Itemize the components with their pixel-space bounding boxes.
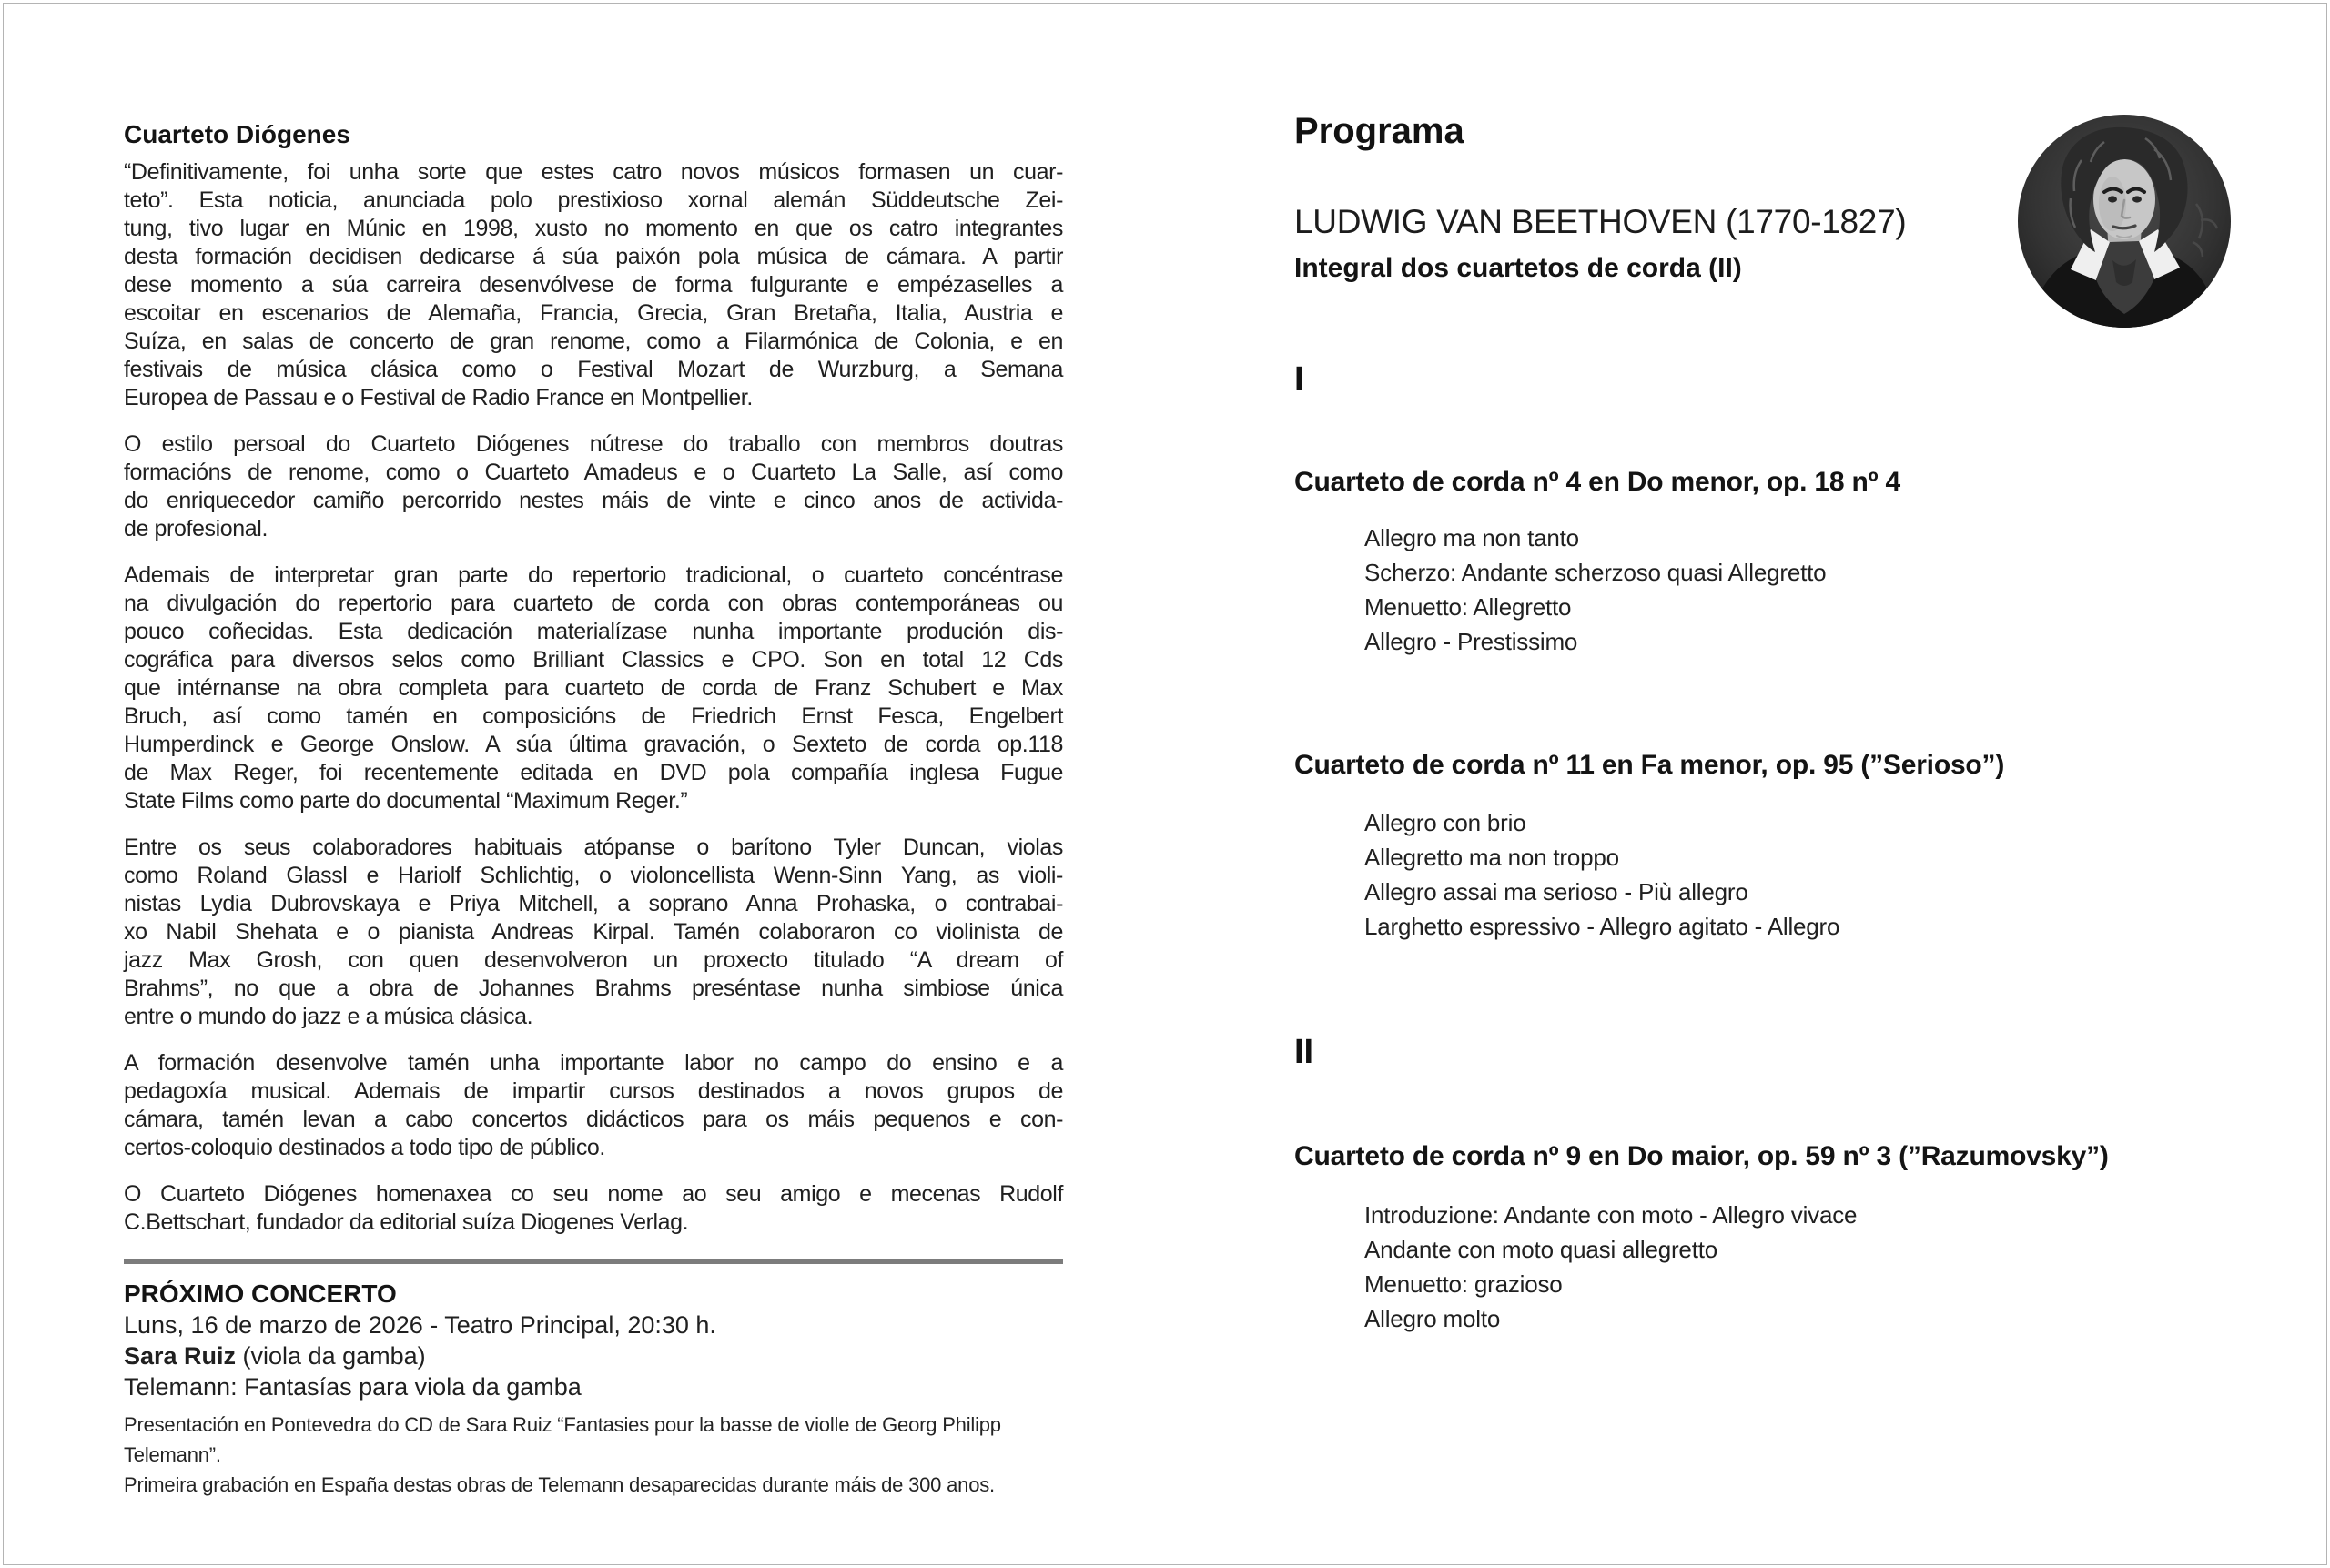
note-line: Primeira grabación en España destas obras de Telemann desaparecidas durante máis de 300 anos.: [124, 1473, 995, 1496]
paragraph-line: Entre os seus colaboradores habituais atópanse o barítono Tyler Duncan, violas: [124, 835, 1063, 860]
paragraph-line: que intérnanse na obra completa para cuarteto de corda de Franz Schubert e Max: [124, 675, 1063, 701]
movement: Introduzione: Andante con moto - Allegro vivace: [1364, 1201, 1858, 1229]
work-movements-2: [1364, 805, 2250, 944]
paragraph-line: pouco coñecidas. Esta dedicación materialízase nunha importante produción dis-: [124, 619, 1063, 644]
bio-paragraph-4: [124, 834, 1063, 1031]
movement: Allegro con brio: [1364, 809, 1526, 836]
eye-left: [2108, 196, 2117, 202]
next-concert-heading: PRÓXIMO CONCERTO: [124, 1280, 397, 1308]
movement: Allegretto ma non troppo: [1364, 844, 1619, 871]
paragraph-line: de Max Reger, foi recentemente editada en DVD pola compañía inglesa Fugue: [124, 760, 1063, 785]
paragraph-line: Europea de Passau e o Festival de Radio France en Montpellier.: [124, 385, 753, 410]
movement: Menuetto: Allegretto: [1364, 593, 1572, 621]
next-concert-date: Luns, 16 de marzo de 2026 - Teatro Principal, 20:30 h.: [124, 1311, 716, 1339]
movement: Menuetto: grazioso: [1364, 1270, 1563, 1298]
programa-heading: Programa: [1294, 111, 1464, 151]
paragraph-line: nistas Lydia Dubrovskaya e Priya Mitchell, a soprano Anna Prohaska, o contrabai-: [124, 891, 1063, 916]
paragraph-line: desta formación decidisen dedicarse á súa paixón pola música de cámara. A partir: [124, 244, 1063, 269]
artist-instrument: (viola da gamba): [236, 1342, 426, 1370]
paragraph-line: Brahms”, no que a obra de Johannes Brahms preséntase nunha simbiose única: [124, 976, 1063, 1001]
paragraph-line: festivais de música clásica como o Festival Mozart de Wurzburg, a Semana: [124, 357, 1063, 382]
movement: Scherzo: Andante scherzoso quasi Allegretto: [1364, 559, 1827, 586]
paragraph-line: pedagoxía musical. Ademais de impartir cursos destinados a novos grupos de: [124, 1078, 1063, 1104]
beethoven-portrait-image: [2018, 115, 2231, 328]
paragraph-line: Humperdinck e George Onslow. A súa última gravación, o Sexteto de corda op.118: [124, 732, 1063, 757]
paragraph-line: entre o mundo do jazz e a música clásica.: [124, 1004, 533, 1029]
note-line: Presentación en Pontevedra do CD de Sara Ruiz “Fantasies pour la basse de violle de Georg Philipp Telemann”.: [124, 1413, 1001, 1466]
paragraph-line: jazz Max Grosh, con quen desenvolveron un proxecto titulado “A dream of: [124, 947, 1063, 973]
face-shading: [2099, 177, 2126, 231]
paragraph-line: cográfica para diversos selos como Brilliant Classics e CPO. Son en total 12 Cds: [124, 647, 1063, 673]
movement: Allegro molto: [1364, 1305, 1501, 1332]
work-movements-3: [1364, 1198, 2250, 1336]
paragraph-line: O estilo persoal do Cuarteto Diógenes nútrese do traballo con membros doutras: [124, 431, 1063, 457]
artist-name: Sara Ruiz: [124, 1342, 237, 1370]
bio-paragraph-6: [124, 1180, 1063, 1237]
divider-rule: [124, 1259, 1063, 1264]
paragraph-line: formacións de renome, como o Cuarteto Amadeus e o Cuarteto La Salle, así como: [124, 460, 1063, 485]
paragraph-line: C.Bettschart, fundador da editorial suíza Diogenes Verlag.: [124, 1209, 689, 1235]
paragraph-line: do enriquecedor camiño percorrido nestes máis de vinte e cinco anos de activida-: [124, 488, 1063, 513]
movement: Andante con moto quasi allegretto: [1364, 1236, 1717, 1263]
work-movements-1: [1364, 521, 2250, 659]
bio-paragraph-2: [124, 430, 1063, 543]
paragraph-line: teto”. Esta noticia, anunciada polo prestixioso xornal alemán Süddeutsche Zei-: [124, 187, 1063, 213]
movement: Larghetto espressivo - Allegro agitato - Allegro: [1364, 913, 1840, 940]
movement: Allegro - Prestissimo: [1364, 628, 1578, 655]
work-title-2: Cuarteto de corda nº 11 en Fa menor, op. 95 (”Serioso”): [1294, 750, 2005, 780]
next-concert-note: [124, 1410, 1063, 1500]
section-numeral-1: I: [1294, 360, 1304, 399]
paragraph-line: como Roland Glassl e Hariolf Schlichtig, o violoncellista Wenn-Sinn Yang, as violi-: [124, 863, 1063, 888]
eye-right: [2132, 196, 2142, 202]
movement: Allegro assai ma serioso - Più allegro: [1364, 878, 1748, 905]
paragraph-line: de profesional.: [124, 516, 268, 541]
paragraph-line: escoitar en escenarios de Alemaña, Francia, Grecia, Gran Bretaña, Italia, Austria e: [124, 300, 1063, 326]
paragraph-line: A formación desenvolve tamén unha importante labor no campo do ensino e a: [124, 1050, 1063, 1076]
cycle-subtitle: Integral dos cuartetos de corda (II): [1294, 253, 1742, 283]
paragraph-line: State Films como parte do documental “Maximum Reger.”: [124, 788, 688, 814]
movement: Allegro ma non tanto: [1364, 524, 1579, 551]
bio-paragraph-3: [124, 561, 1063, 815]
next-concert-section: [124, 1279, 1063, 1500]
paragraph-line: na divulgación do repertorio para cuarteto de corda con obras contemporáneas ou: [124, 591, 1063, 616]
composer-name: LUDWIG VAN BEETHOVEN (1770-1827): [1294, 203, 1907, 240]
left-page-column: [124, 120, 1063, 1500]
paragraph-line: O Cuarteto Diógenes homenaxea co seu nome ao seu amigo e mecenas Rudolf: [124, 1181, 1063, 1207]
ensemble-title: Cuarteto Diógenes: [124, 120, 350, 148]
work-title-1: Cuarteto de corda nº 4 en Do menor, op. 18 nº 4: [1294, 467, 1900, 497]
paragraph-line: Bruch, así como tamén en composicións de Friedrich Ernst Fesca, Engelbert: [124, 703, 1063, 729]
paragraph-line: Suíza, en salas de concerto de gran renome, como a Filarmónica de Colonia, e en: [124, 329, 1063, 354]
bio-paragraph-1: [124, 158, 1063, 412]
section-numeral-2: II: [1294, 1033, 1314, 1071]
paragraph-line: dese momento a súa carreira desenvólvese de forma fulgurante e empézaselles a: [124, 272, 1063, 298]
paragraph-line: certos-coloquio destinados a todo tipo de público.: [124, 1135, 605, 1160]
paragraph-line: Ademais de interpretar gran parte do repertorio tradicional, o cuarteto concéntrase: [124, 562, 1063, 588]
next-concert-artist-line: [124, 1340, 1063, 1371]
paragraph-line: cámara, tamén levan a cabo concertos didácticos para os máis pequenos e con-: [124, 1107, 1063, 1132]
paragraph-line: tung, tivo lugar en Múnic en 1998, xusto no momento en que os catro integrantes: [124, 216, 1063, 241]
paragraph-line: “Definitivamente, foi unha sorte que estes catro novos músicos formasen un cuar-: [124, 159, 1063, 185]
bio-paragraph-5: [124, 1049, 1063, 1162]
next-concert-program: Telemann: Fantasías para viola da gamba: [124, 1373, 582, 1401]
paragraph-line: xo Nabil Shehata e o pianista Andreas Kirpal. Tamén colaboraron co violinista de: [124, 919, 1063, 945]
work-title-3: Cuarteto de corda nº 9 en Do maior, op. 59 nº 3 (”Razumovsky”): [1294, 1141, 2109, 1171]
